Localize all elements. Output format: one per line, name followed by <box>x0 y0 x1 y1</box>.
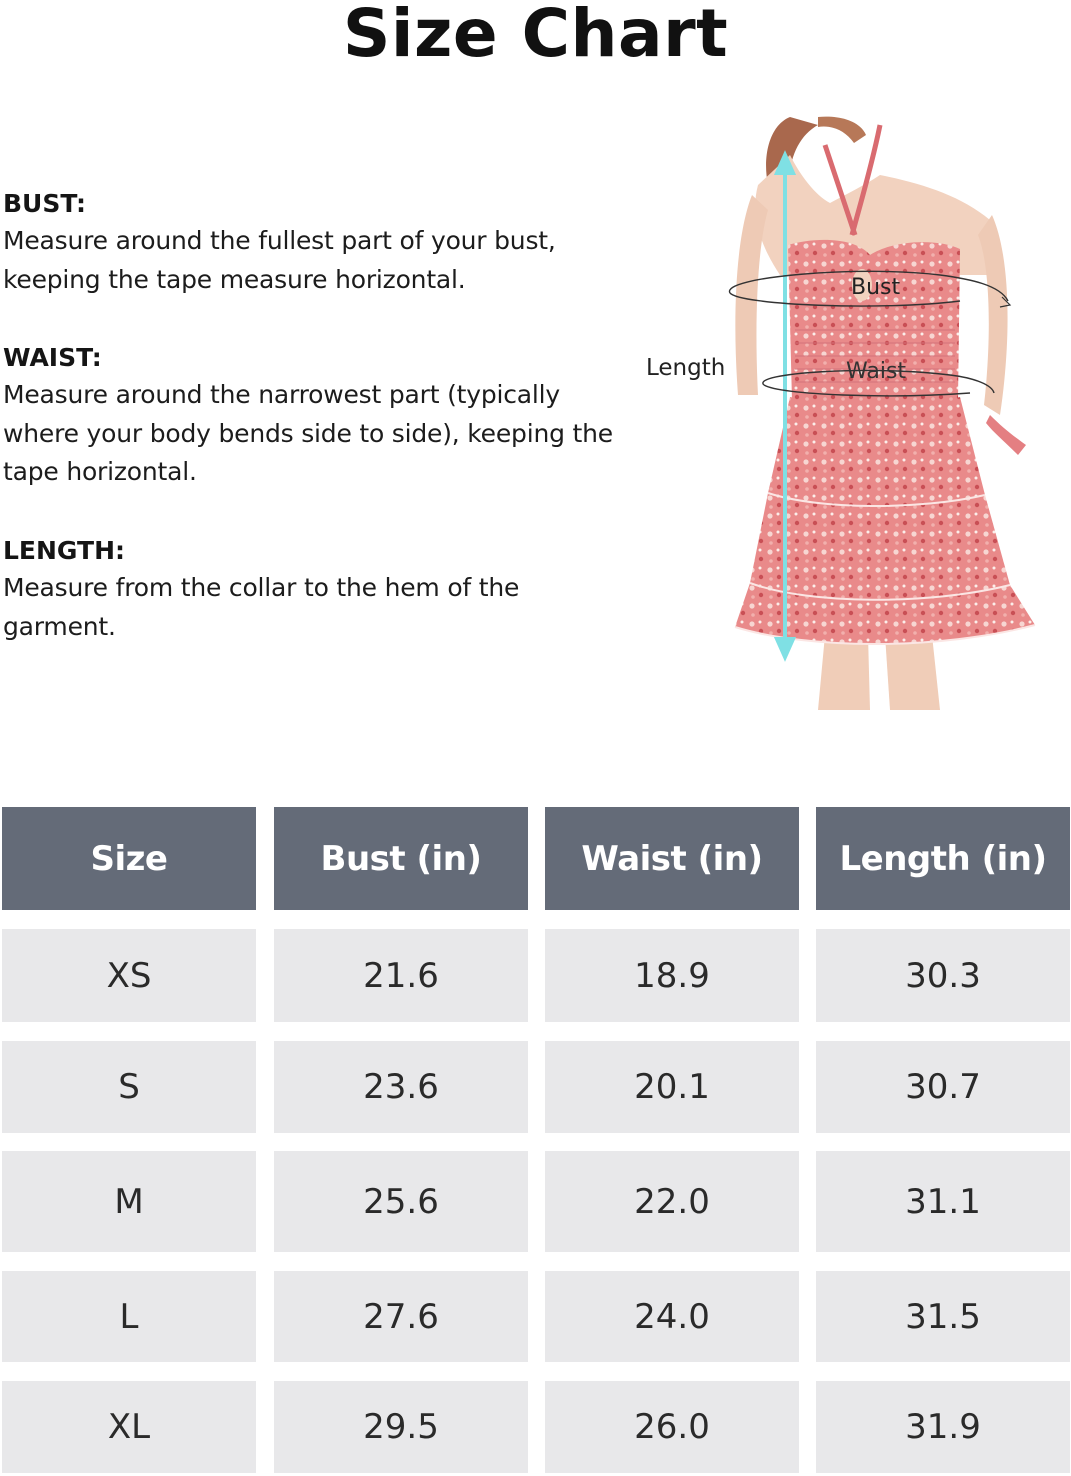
waist-guide <box>3 340 623 492</box>
table-row <box>2 1381 1070 1473</box>
table-cell: 31.1 <box>816 1151 1070 1252</box>
waist-description-line: Measure around the narrowest part (typically <box>3 380 560 409</box>
table-cell: 31.9 <box>816 1381 1070 1473</box>
length-label: Length <box>646 355 726 381</box>
table-cell: 30.3 <box>816 929 1070 1022</box>
table-header-row <box>2 807 1070 910</box>
bust-description-line: keeping the tape measure horizontal. <box>3 264 466 294</box>
table-row <box>2 1041 1070 1133</box>
dress-illustration <box>640 115 1070 715</box>
table-cell: 20.1 <box>545 1041 799 1133</box>
table-cell: 27.6 <box>274 1271 528 1362</box>
bust-heading: BUST: <box>3 189 87 218</box>
length-heading: LENGTH: <box>3 536 125 565</box>
table-cell: 22.0 <box>545 1151 799 1252</box>
table-cell: 23.6 <box>274 1041 528 1133</box>
waist-heading: WAIST: <box>3 343 102 372</box>
dress-measurement-figure <box>640 115 1070 715</box>
table-cell: XS <box>2 929 256 1022</box>
length-description-line: Measure from the collar to the hem of the <box>3 573 520 602</box>
length-guide <box>3 533 623 646</box>
table-header-cell: Size <box>2 807 256 910</box>
waist-label: Waist <box>846 359 907 384</box>
table-row <box>2 1271 1070 1362</box>
table-cell: 21.6 <box>274 929 528 1022</box>
bust-guide <box>3 186 623 299</box>
bust-description-line: Measure around the fullest part of your bust, <box>3 226 556 255</box>
table-cell: 31.5 <box>816 1271 1070 1362</box>
table-header-cell: Waist (in) <box>545 807 799 910</box>
table-cell: 18.9 <box>545 929 799 1022</box>
table-cell: 30.7 <box>816 1041 1070 1133</box>
table-cell: 29.5 <box>274 1381 528 1473</box>
table-cell: L <box>2 1271 256 1362</box>
table-header-cell: Bust (in) <box>274 807 528 910</box>
table-cell: M <box>2 1151 256 1252</box>
length-description-line: garment. <box>3 611 116 641</box>
page-title: Size Chart <box>342 0 729 72</box>
table-header-cell: Length (in) <box>816 807 1070 910</box>
table-cell: 24.0 <box>545 1271 799 1362</box>
table-cell: XL <box>2 1381 256 1473</box>
table-cell: S <box>2 1041 256 1133</box>
table-row <box>2 1151 1070 1252</box>
waist-description-line: tape horizontal. <box>3 457 197 486</box>
table-cell: 25.6 <box>274 1151 528 1252</box>
waist-description-line: where your body bends side to side), keeping the <box>3 418 613 448</box>
table-cell: 26.0 <box>545 1381 799 1473</box>
bust-label: Bust <box>851 275 901 300</box>
table-row <box>2 929 1070 1022</box>
